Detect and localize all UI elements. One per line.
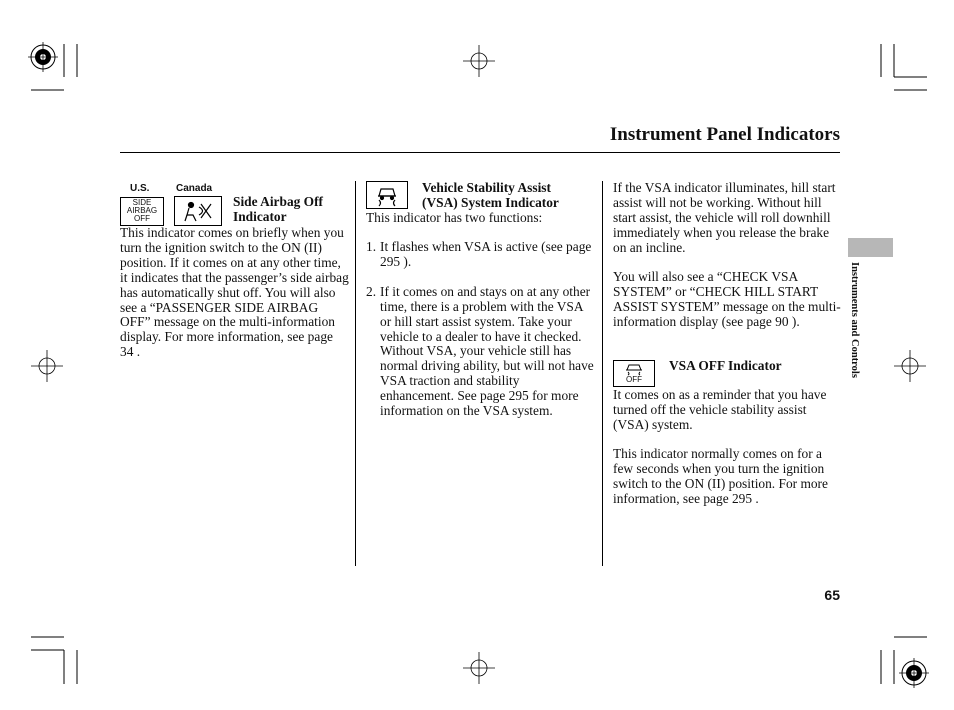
- vsa-intro: This indicator has two functions:: [366, 210, 543, 225]
- side-airbag-off-us-icon: [120, 197, 164, 226]
- page-title: Instrument Panel Indicators: [609, 124, 840, 145]
- vsa-function-list: [366, 240, 596, 419]
- icon-text-line: AIRBAG: [126, 206, 158, 215]
- heading-line: (VSA) System Indicator: [422, 194, 559, 210]
- side-airbag-heading: [233, 195, 348, 225]
- vsa-off-heading: VSA OFF Indicator: [669, 358, 782, 373]
- page-number: 65: [824, 587, 840, 603]
- off-label: OFF: [626, 375, 642, 384]
- section-tab: [848, 238, 893, 257]
- side-airbag-off-canada-icon: [174, 196, 222, 226]
- column-divider-2: [602, 181, 603, 566]
- seated-passenger-airbag-icon: [175, 197, 221, 225]
- skidding-car-icon: [367, 182, 407, 208]
- side-airbag-paragraph: This indicator comes on briefly when you turn the ignition switch to the ON (II) position. If it comes on at any other time, it indicates that the passenger’s side airbag has automatically shut off. You will also see a “PASSENGER SIDE AIRBAG OFF” message on the multi-information display. For more information, see page 34 .: [120, 225, 349, 360]
- vsa-indicator-icon: [366, 181, 408, 209]
- heading-line: Indicator: [233, 208, 287, 224]
- vsa-off-reminder-paragraph: It comes on as a reminder that you have turned off the vehicle stability assist (VSA) system.: [613, 387, 827, 432]
- header-rule: [120, 152, 840, 153]
- list-text: If it comes on and stays on at any other time, there is a problem with the VSA or hill start assist system. Take your vehicle to a dealer to have it checked. Without VSA, your vehicle still has normal driving ability, but will not have VSA traction and stability enhancement. See page 295 for more information on the VSA system.: [380, 283, 594, 419]
- list-item: [366, 240, 596, 270]
- canada-label: Canada: [176, 183, 213, 194]
- section-side-label: [848, 262, 864, 412]
- list-text: It flashes when VSA is active (see page 295 ).: [380, 239, 592, 269]
- list-number: 2.: [366, 283, 377, 299]
- heading-line: Side Airbag Off: [233, 194, 324, 209]
- check-vsa-paragraph: You will also see a “CHECK VSA SYSTEM” or “CHECK HILL START ASSIST SYSTEM” message on the multi-information display (see page 90 ).: [613, 269, 841, 329]
- list-number: 1.: [366, 239, 377, 254]
- list-item: [366, 285, 596, 419]
- skidding-car-icon: [614, 362, 654, 376]
- vsa-off-normal-paragraph: This indicator normally comes on for a few seconds when you turn the ignition switch to the ON (II) position. For more information, see page 295 .: [613, 446, 828, 506]
- vsa-heading: [422, 181, 597, 211]
- icon-text-line: OFF: [134, 214, 150, 223]
- heading-line: Vehicle Stability Assist: [422, 180, 551, 195]
- us-label: U.S.: [130, 183, 150, 194]
- hill-start-paragraph: If the VSA indicator illuminates, hill start assist will not be working. Without hill start assist, the vehicle will roll downhill immediately when you release the brake on an incline.: [613, 180, 836, 255]
- column-divider-1: [355, 181, 356, 566]
- icon-text-line: SIDE: [132, 198, 152, 207]
- vsa-off-indicator-icon: [613, 360, 655, 387]
- section-side-label-text: Instruments and Controls: [849, 262, 860, 378]
